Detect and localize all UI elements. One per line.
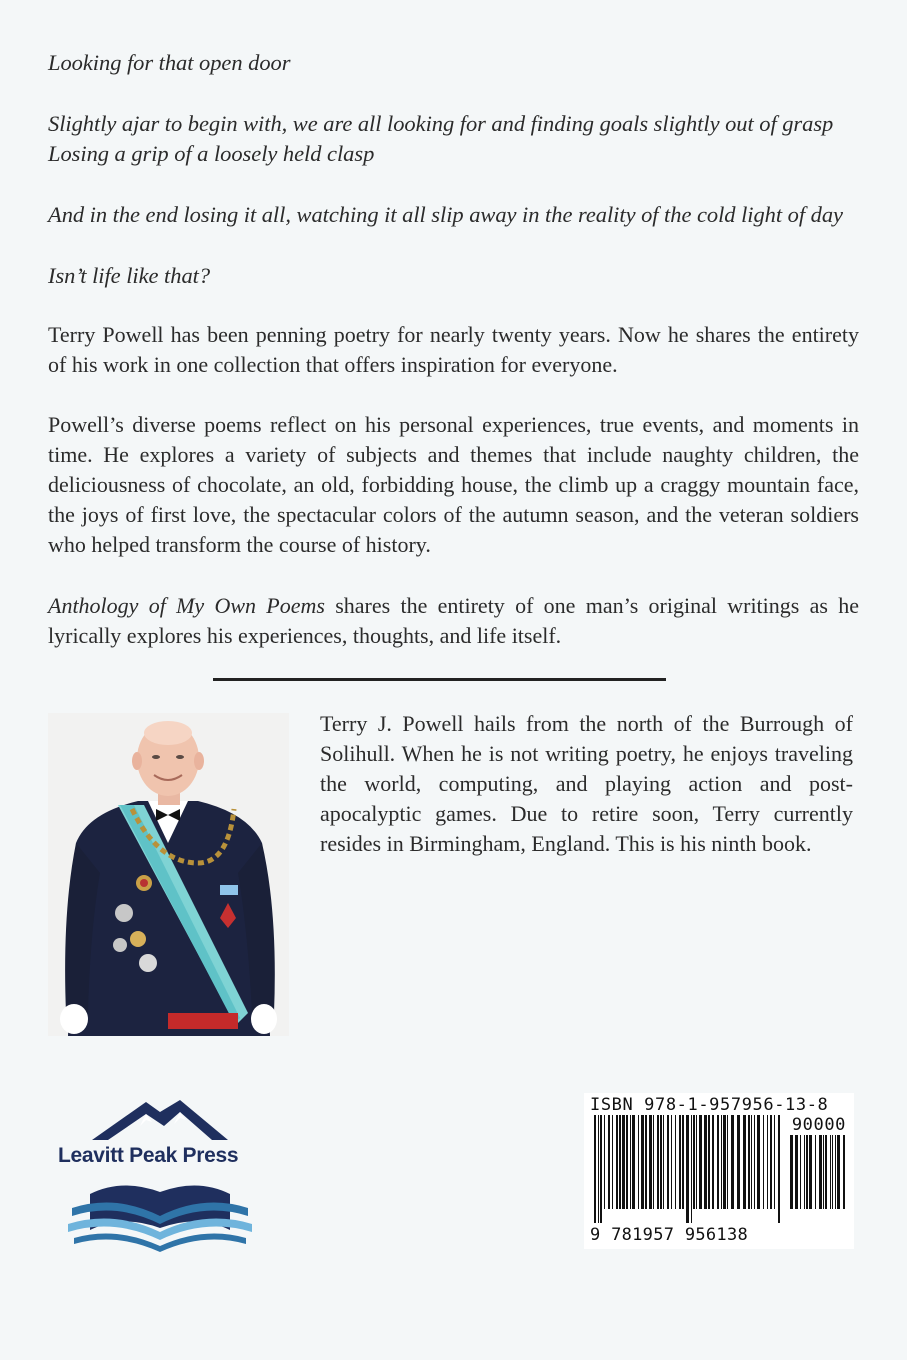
publisher-name: Leavitt Peak Press — [58, 1144, 239, 1167]
barcode-bar — [704, 1115, 707, 1209]
barcode-bar — [835, 1135, 836, 1209]
barcode-bar — [774, 1115, 775, 1209]
barcode-bar — [751, 1115, 752, 1209]
barcode-bar — [770, 1115, 772, 1209]
price-addon: 90000 — [791, 1115, 846, 1135]
description-paragraph-1: Terry Powell has been penning poetry for nearly twenty years. Now he shares the entirety of his work in one collection that offers inspiration for everyone. — [48, 322, 859, 377]
poem-line-4: And in the end losing it all, watching it all slip away in the reality of the cold light of day — [48, 202, 843, 227]
description-paragraph-3-text: shares the entirety of one man’s original writings as he lyrically explores his experiences, thoughts, and life itself. — [48, 593, 859, 648]
isbn-barcode — [584, 1093, 854, 1249]
barcode-bar — [757, 1115, 760, 1209]
publisher-logo — [52, 1096, 274, 1256]
author-bio: Terry J. Powell hails from the north of the Burrough of Solihull. When he is not writing poetry, he enjoys traveling the world, computing, and playing action and post-apocalyptic games. Due to retire soon, Terry currently resides in Birmingham, England. This is his ninth book. — [320, 711, 853, 856]
barcode-bar — [657, 1115, 659, 1209]
poem-line-5: Isn’t life like that? — [48, 263, 211, 288]
barcode-bar — [708, 1115, 710, 1209]
barcode-bar — [691, 1115, 692, 1223]
poem-line-3: Losing a grip of a loosely held clasp — [48, 141, 375, 166]
barcode-bar — [645, 1115, 647, 1209]
author-portrait-illustration — [48, 713, 289, 1036]
barcode-bar — [699, 1115, 702, 1209]
barcode-bar — [693, 1115, 695, 1209]
book-title: Anthology of My Own Poems — [48, 593, 325, 618]
barcode-bar — [622, 1115, 625, 1209]
barcode-bar — [616, 1115, 618, 1209]
barcode-bar — [686, 1115, 689, 1223]
barcode-bar — [815, 1135, 816, 1209]
barcode-bar — [832, 1135, 833, 1209]
barcode-bar — [626, 1115, 628, 1209]
barcode-bar — [696, 1115, 697, 1209]
barcode-bar — [649, 1115, 652, 1209]
author-photo — [48, 713, 289, 1036]
barcode-bar — [767, 1115, 768, 1209]
barcode-bar — [825, 1135, 827, 1209]
barcode-bar — [660, 1115, 662, 1209]
barcode-bar — [804, 1135, 805, 1209]
barcode-bar — [830, 1135, 831, 1209]
barcode-bar — [641, 1115, 644, 1209]
barcode-bar — [667, 1115, 669, 1209]
barcode-bar — [790, 1135, 793, 1209]
barcode-bar — [723, 1115, 726, 1209]
barcode-bar — [632, 1115, 635, 1209]
barcode-bar — [653, 1115, 654, 1209]
ean-digits: 9 781957 956138 — [590, 1225, 749, 1245]
description-paragraph-3 — [48, 591, 859, 651]
poem-line-1: Looking for that open door — [48, 50, 291, 75]
barcode-bar — [675, 1115, 676, 1209]
barcode-bar — [600, 1115, 602, 1223]
barcode-bar — [837, 1135, 840, 1209]
barcode-bar — [819, 1135, 822, 1209]
barcode-bar — [608, 1115, 610, 1209]
barcode-bar — [731, 1115, 734, 1209]
barcode-bar — [682, 1115, 684, 1209]
barcode-bar — [663, 1115, 664, 1209]
barcode-bar — [679, 1115, 681, 1209]
barcode-bar — [754, 1115, 755, 1209]
barcode-bar — [721, 1115, 722, 1209]
barcode-bar — [612, 1115, 613, 1209]
divider-rule — [213, 678, 666, 681]
barcode-bar — [737, 1115, 740, 1209]
barcode-bar — [809, 1135, 812, 1209]
barcode-bar — [712, 1115, 714, 1209]
barcode-bar — [727, 1115, 728, 1209]
barcode-bar — [763, 1115, 764, 1209]
barcode-bar — [778, 1115, 780, 1223]
barcode-bar — [594, 1115, 596, 1223]
addon-barcode-bars — [790, 1135, 846, 1223]
barcode-bar — [800, 1135, 801, 1209]
barcode-bar — [748, 1115, 750, 1209]
barcode-bar — [630, 1115, 631, 1209]
barcode-bar — [671, 1115, 672, 1209]
ean-barcode-bars — [594, 1115, 784, 1223]
publisher-logo-mark — [52, 1096, 274, 1256]
barcode-bar — [843, 1135, 845, 1209]
barcode-bar — [806, 1135, 808, 1209]
barcode-bar — [604, 1115, 605, 1209]
isbn-label: ISBN 978-1-957956-13-8 — [590, 1095, 829, 1115]
poem-line-2: Slightly ajar to begin with, we are all looking for and finding goals slightly out of grasp — [48, 111, 834, 136]
barcode-bar — [823, 1135, 824, 1209]
barcode-bar — [638, 1115, 639, 1209]
barcode-bar — [598, 1115, 599, 1223]
description-paragraph-2: Powell’s diverse poems reflect on his personal experiences, true events, and moments in time. He explores a variety of subjects and themes that include naughty children, the deliciousness of chocolate, an old, forbidding house, the climb up a craggy mountain face, the joys of first love, the spectacular colors of the autumn season, and the veteran soldiers who helped transform the course of history. — [48, 412, 859, 557]
barcode-bar — [795, 1135, 798, 1209]
barcode-bar — [619, 1115, 621, 1209]
barcode-bar — [743, 1115, 746, 1209]
barcode-bar — [717, 1115, 719, 1209]
